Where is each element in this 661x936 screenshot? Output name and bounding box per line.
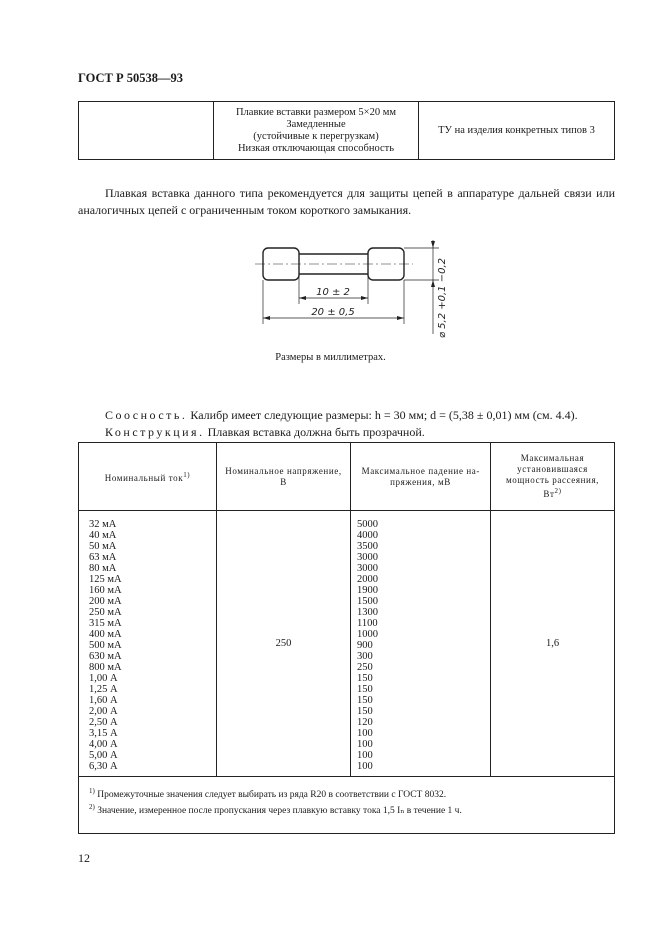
table-cell: 150 (357, 673, 373, 684)
fuse-drawing (255, 238, 455, 338)
page-number: 12 (78, 851, 90, 865)
description-line: Замедленные (286, 118, 346, 130)
table-cell: 1500 (357, 596, 378, 607)
type-table (78, 101, 615, 160)
footnotes (79, 777, 615, 834)
table-cell: 150 (357, 706, 373, 717)
figure-caption: Размеры в миллиметрах. (275, 352, 386, 363)
table-cell: 1,25 А (89, 684, 118, 695)
description-line: Низкая отключающая способность (237, 142, 395, 154)
table-cell: 50 мА (89, 541, 117, 552)
table-cell: 100 (357, 750, 373, 761)
drop-list (351, 519, 490, 772)
description-line: (устойчивые к перегрузкам) (253, 130, 379, 142)
table-cell: 80 мА (89, 563, 117, 574)
table-cell: 1,60 А (89, 695, 118, 706)
table-cell: 3,15 А (89, 728, 118, 739)
coaxiality-label: Соосность. (105, 408, 188, 422)
requirements-block (78, 407, 578, 441)
dimension-10-label: 10 ± 2 (316, 287, 350, 298)
table-cell: 6,30 А (89, 761, 118, 772)
header-drop: Максимальное падение напряжения, мВ (351, 443, 491, 511)
type-table-description (214, 102, 419, 160)
drop-column (351, 511, 491, 777)
table-cell: 300 (357, 651, 373, 662)
coaxiality-text: Калибр имеет следующие размеры: h = 30 мм; d = (5,38 ± 0,01) мм (см. 4.4). (190, 408, 578, 422)
table-cell: 32 мА (89, 519, 117, 530)
table-cell: 4000 (357, 530, 378, 541)
header-power: Максимальная установившаяся мощность рассеяния, $Вт^{2)}$ (491, 443, 615, 511)
table-cell: 100 (357, 739, 373, 750)
table-cell: 250 (357, 662, 373, 673)
table-cell: 5000 (357, 519, 378, 530)
table-cell: 3500 (357, 541, 378, 552)
table-cell: 5,00 А (89, 750, 118, 761)
type-table-empty-cell (79, 102, 214, 160)
table-cell: 250 мА (89, 607, 122, 618)
table-cell: 500 мА (89, 640, 122, 651)
table-cell: 3000 (357, 552, 378, 563)
table-cell: 315 мА (89, 618, 122, 629)
table-cell: 900 (357, 640, 373, 651)
table-cell: 400 мА (89, 629, 122, 640)
table-cell: 1000 (357, 629, 378, 640)
table-cell: 200 мА (89, 596, 122, 607)
description-line: Плавкие вставки размером 5×20 мм (235, 106, 397, 118)
footnote-2: $^{2)}$ Значение, измеренное после пропускания через плавкую вставку тока 1,5 Iₙ в течение 1 ч. (89, 803, 462, 817)
header-current: Номинальный ток$^{1)}$ (79, 443, 217, 511)
construction-line (78, 424, 578, 441)
coaxiality-line (78, 407, 578, 424)
table-cell: 2000 (357, 574, 378, 585)
type-table-spec: ТУ на изделия конкретных типов 3 (419, 102, 615, 160)
table-cell: 1100 (357, 618, 378, 629)
table-cell: 160 мА (89, 585, 122, 596)
table-cell: 100 (357, 761, 373, 772)
power-value: 1,6 (491, 511, 615, 777)
ratings-header-row (79, 443, 615, 511)
intro-paragraph: Плавкая вставка данного типа рекомендуется для защиты цепей в аппаратуре дальней связи или аналогичных цепей с ограниченным током короткого замыкания. (78, 186, 615, 217)
ratings-table (78, 442, 615, 834)
header-voltage: Номинальное напряжение, В (217, 443, 351, 511)
table-cell: 2,50 А (89, 717, 118, 728)
construction-label: Конструкция. (105, 425, 205, 439)
current-list (79, 519, 216, 772)
table-cell: 120 (357, 717, 373, 728)
current-column (79, 511, 217, 777)
table-cell: 630 мА (89, 651, 122, 662)
table-cell: 800 мА (89, 662, 122, 673)
table-cell: 4,00 А (89, 739, 118, 750)
table-cell: 1,00 А (89, 673, 118, 684)
table-cell: 1300 (357, 607, 378, 618)
document-code: ГОСТ Р 50538—93 (78, 71, 184, 85)
dimension-20-label: 20 ± 0,5 (311, 307, 355, 318)
ratings-data-row (79, 511, 615, 777)
voltage-value: 250 (217, 511, 351, 777)
table-cell: 125 мА (89, 574, 122, 585)
table-cell: 1900 (357, 585, 378, 596)
footnote-row (79, 777, 615, 834)
table-cell: 63 мА (89, 552, 117, 563)
table-cell: 100 (357, 728, 373, 739)
table-cell: 40 мА (89, 530, 117, 541)
table-cell: 150 (357, 684, 373, 695)
dimension-diameter-label: ⌀ 5,2 +0,1 −0,2 (437, 257, 448, 338)
table-cell: 2,00 А (89, 706, 118, 717)
table-cell: 150 (357, 695, 373, 706)
construction-text: Плавкая вставка должна быть прозрачной. (207, 425, 425, 439)
table-cell: 3000 (357, 563, 378, 574)
footnote-1: $^{1)}$ Промежуточные значения следует выбирать из ряда R20 в соответствии с ГОСТ 8032. (89, 787, 447, 801)
